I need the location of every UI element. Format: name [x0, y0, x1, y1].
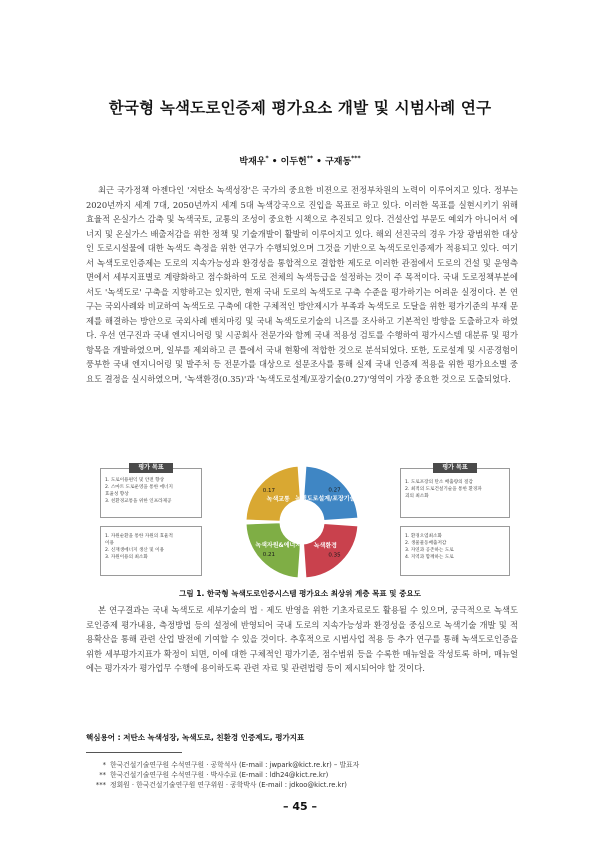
author-separator: • — [313, 157, 326, 167]
segment-green-resource-energy-label: 녹색자원&에너지 — [255, 541, 302, 549]
segment-green-traffic-label: 녹색교통 — [266, 496, 290, 504]
author-3: 구재동 — [325, 157, 352, 167]
goal-box-left-bottom — [100, 526, 202, 576]
figure-caption: 그림 1. 한국형 녹색도로인증시스템 평가요소 최상위 계층 목표 및 중요도 — [179, 589, 421, 598]
goal-box-header: 평가 목표 — [129, 463, 173, 473]
keywords-line — [86, 732, 518, 743]
page-number: – 45 – — [283, 800, 317, 813]
goal-item: 1. 도로포장의 탄소 배출량의 절감 — [405, 480, 473, 485]
author-1-mark: * — [265, 155, 269, 162]
segment-green-environment-value: 0.35 — [328, 552, 341, 559]
goal-item: 1. 자원순환을 통한 자원의 효율적 — [105, 534, 173, 539]
goal-item: 2. 최적의 도로건설기술을 통한 환경파 — [405, 487, 482, 492]
footnote-mark: *** — [95, 781, 106, 789]
goal-item: 3. 친환경교통을 위한 인프라제공 — [105, 499, 172, 504]
footnote-1 — [86, 759, 518, 769]
author-1: 박재우 — [239, 157, 266, 167]
author-2-mark: ** — [306, 155, 314, 162]
segment-green-traffic-value: 0.17 — [262, 488, 276, 495]
goal-item: 이용 — [105, 541, 114, 546]
author-line — [0, 154, 600, 167]
footnote-mark: * — [102, 761, 106, 769]
goal-item: 3. 자원이용의 최소화 — [105, 555, 148, 560]
segment-green-environment-label: 녹색환경 — [313, 542, 337, 550]
keywords-text: 저탄소 녹색성장, 녹색도로, 친환경 인증제도, 평가지표 — [123, 733, 305, 742]
goal-box-right-bottom — [400, 526, 510, 576]
abstract-paragraph: 최근 국가정책 아젠다인 '저탄소 녹색성장'은 국가의 중요한 비젼으로 전정부차원의 노력이 이루어지고 있다. 정부는 2020년까지 세계 7대, 2050년까지 세계 5대 녹색강국으로 진입을 목표로 하고 있다. 이러한 목표를 실현시키기 위해 효율적 온실가스 감축 및 녹색국토, 교통의 조성이 중요한 시책으로 추진되고 있다. 건설산업 부문도 예외가 아니어서 에너지 및 온실가스 배출저감을 위한 정책 및 기술개발이 활발히 이루어지고 있다. 해외 선진국의 경우 가장 광범위한 대상인 도로시설물에 대한 녹색도 측정을 위한 연구가 수행되었으며 그것을 기반으로 녹색도로인증제가 적용되고 있다. 여기서 녹색도로인증제는 도로의 지속가능성과 환경성을 통합적으로 결합한 제도로 이러한 관점에서 도로의 건설 및 운영측면에서 세부지표별로 계량화하고 점수화하여 도로 전체의 녹색등급을 설정하는 것이 주 목적이다. 국내 도로정책부분에서도 '녹색도로' 구축을 지향하고는 있지만, 현재 국내 도로의 녹색도로 구축 수준을 평가하기는 어려운 실정이다. 본 연구는 국외사례와 비교하여 녹색도로 구축에 대한 구체적인 방안제시가 부족과 녹색도로 도달을 위한 평가기준의 부재 문제를 해결하는 방안으로 국외사례 벤치마킹 및 국내 녹색도로기술의 니즈를 조사하고 기본적인 방향을 도출하고자 하였다. 우선 연구진과 국내 엔지니어링 및 시공회사 전문가와 함께 국내 적용성 검토를 수행하여 평가시스템 대분류 및 평가항목을 개발하였으며, 일부를 제외하고 큰 틀에서 국내 현황에 적합한 것으로 분석되었다. 또한, 도로설계 및 시공경험이 풍부한 국내 엔지니어링 및 발주처 등 전문가를 대상으로 설문조사를 통해 실제 국내 인증제 적용을 위한 평가요소별 중요도 결정을 실시하였으며, '녹색환경(0.35)'과 '녹색도로설계/포장기술(0.27)'영역이 가장 중요한 것으로 도출되었다. — [86, 185, 518, 384]
goal-item: 2. 신재생에너지 생산 및 이용 — [105, 548, 165, 553]
segment-green-road-design-label: 녹색도로설계/포장기술 — [295, 495, 356, 503]
goal-item: 2. 생물물동배출저감 — [405, 541, 447, 546]
goal-item: 1. 환경오염최소화 — [405, 534, 442, 539]
goal-box-header: 평가 목표 — [433, 463, 477, 473]
goal-item: 3. 자연과 공존하는 도로 — [405, 548, 454, 553]
segment-green-resource-energy — [246, 523, 300, 578]
segment-green-environment — [304, 524, 358, 578]
goal-item: 4. 지역과 함께하는 도로 — [405, 555, 454, 560]
goal-box-right-top — [400, 464, 510, 518]
conclusion-paragraph: 본 연구결과는 국내 녹색도로 세부기술의 법 · 제도 반영을 위한 기초자료로도 활용될 수 있으며, 궁극적으로 녹색도로인증제 평가내용, 측정방법 등의 설정에 반영되어 국내 도로의 지속가능성과 환경성을 중심으로 녹색기술 개발 및 적용확산을 통해 관련 산업 발전에 기여할 수 있을 것이다. 추후적으로 시범사업 적용 등 추가 연구를 통해 녹색도로인증을 위한 세부평가지표가 확정이 되면, 이에 대한 구체적인 평가기준, 점수범위 등을 수록한 매뉴얼을 작성토록 하며, 매뉴얼에는 평가자가 평가업무 수행에 용이하도록 관련 자료 및 관련법령 등이 제시되어야 할 것이다. — [86, 605, 518, 674]
author-2: 이두헌 — [280, 157, 307, 167]
author-separator: • — [268, 157, 281, 167]
footnote-2 — [86, 769, 518, 779]
goal-item: 1. 도로이용편익 및 안전 향상 — [105, 478, 165, 483]
footnote-text: 한국건설기술연구원 수석연구원 · 박사수료 (E-mail : ldh24@kict.re.kr) — [110, 771, 329, 779]
goal-item: 효율성 향상 — [105, 492, 129, 497]
goal-box-left-top — [100, 464, 202, 518]
footnote-3 — [86, 779, 518, 789]
keywords-label: 핵심용어 : — [86, 733, 124, 742]
importance-ring-chart — [202, 462, 402, 582]
segment-green-resource-energy-value: 0.21 — [262, 551, 276, 558]
footnote-text: 한국건설기술연구원 수석연구원 · 공학석사 (E-mail : jwpark@kict.re.kr) – 발표자 — [110, 761, 360, 769]
footnote-text: 정회원 · 한국건설기술연구원 연구위원 · 공학박사 (E-mail : jdkoo@kict.re.kr) — [110, 781, 347, 789]
author-3-mark: *** — [351, 155, 361, 162]
footnote-mark: ** — [99, 771, 106, 779]
goal-item: 괴의 최소화 — [405, 494, 429, 499]
goal-item: 2. 스마트 도로운영을 통한 에너지 — [105, 485, 173, 490]
footnote-rule — [86, 752, 182, 753]
figure-1 — [100, 462, 510, 582]
segment-green-road-design-value: 0.27 — [328, 487, 341, 494]
paper-title: 한국형 녹색도로인증제 평가요소 개발 및 시범사례 연구 — [108, 99, 492, 117]
